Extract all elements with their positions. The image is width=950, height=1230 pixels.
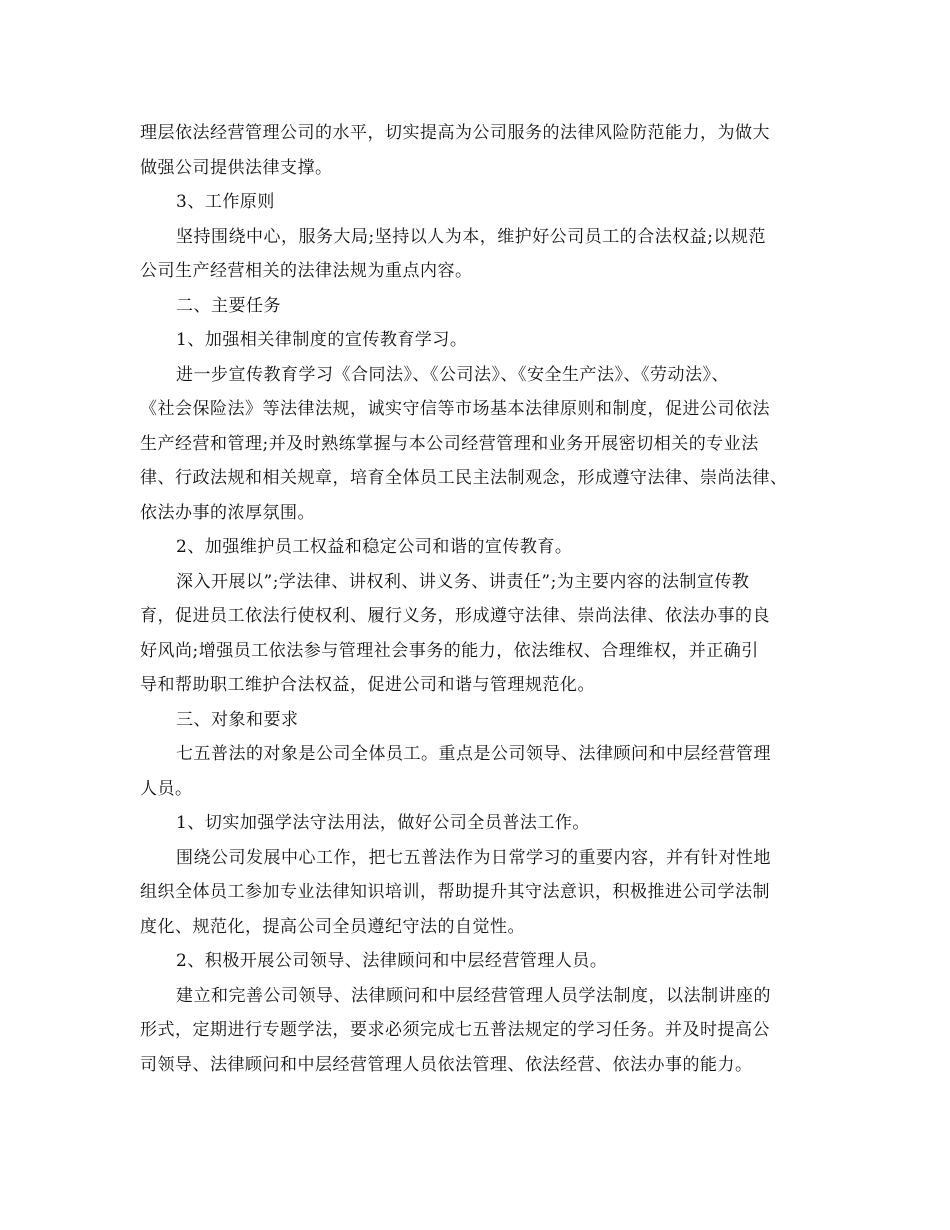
text-line: 建立和完善公司领导、法律顾问和中层经营管理人员学法制度，以法制讲座的: [176, 985, 771, 1006]
text-line: 围绕公司发展中心工作，把七五普法作为日常学习的重要内容，并有针对性地: [176, 847, 771, 868]
subheading-requirement-1: [140, 806, 820, 841]
text-line: 组织全体员工参加专业法律知识培训，帮助提升其守法意识，积极推进公司学法制: [140, 882, 770, 902]
text-line: 人员。: [140, 778, 193, 799]
paragraph-continuation: [140, 116, 820, 185]
section-heading-objects-requirements: [140, 703, 820, 738]
text-line: 生产经营和管理;并及时熟练掌握与本公司经营管理和业务开展密切相关的专业法: [140, 433, 759, 454]
document-body: [140, 116, 820, 1082]
subheading-task-1: [140, 323, 820, 358]
text-line: 依法办事的浓厚氛围。: [140, 502, 315, 523]
subheading-requirement-2: [140, 944, 820, 979]
paragraph-requirement-1: [140, 841, 820, 945]
text-line: 进一步宣传教育学习《合同法》、《公司法》、《安全生产法》、《劳动法》、: [176, 364, 729, 385]
text-line: 公司生产经营相关的法律法规为重点内容。: [140, 261, 473, 281]
paragraph-task-1: [140, 358, 820, 531]
text-line: 形式，定期进行专题学法，要求必须完成七五普法规定的学习任务。并及时提高公: [140, 1020, 770, 1040]
text-line: 做强公司提供法律支撑。: [140, 157, 333, 178]
section-heading-main-tasks: [140, 289, 820, 324]
text-line: 三、对象和要求: [176, 709, 299, 730]
text-line: 育，促进员工依法行使权利、履行义务，形成遵守法律、崇尚法律、依法办事的良: [140, 606, 770, 626]
paragraph-objects: [140, 737, 820, 806]
text-line: 律、行政法规和相关规章，培育全体员工民主法制观念，形成遵守法律、崇尚法律、: [140, 468, 788, 488]
text-line: 深入开展以”;学法律、讲权利、讲义务、讲责任”;为主要内容的法制宣传教: [176, 571, 750, 592]
text-line: 坚持围绕中心，服务大局;坚持以人为本，维护好公司员工的合法权益;以规范: [176, 226, 766, 247]
section-heading-work-principle: [140, 185, 820, 220]
text-line: 理层依法经营管理公司的水平，切实提高为公司服务的法律风险防范能力，为做大: [140, 123, 770, 143]
text-line: 1、加强相关律制度的宣传教育学习。: [176, 330, 468, 350]
text-line: 度化、规范化，提高公司全员遵纪守法的自觉性。: [140, 916, 525, 937]
text-line: 《社会保险法》等法律法规，诚实守信等市场基本法律原则和制度，促进公司依法: [140, 399, 770, 419]
text-line: 七五普法的对象是公司全体员工。重点是公司领导、法律顾问和中层经营管理: [176, 744, 771, 764]
text-line: 导和帮助职工维护合法权益，促进公司和谐与管理规范化。: [140, 675, 595, 695]
text-line: 3、工作原则: [176, 192, 275, 212]
paragraph-requirement-2: [140, 979, 820, 1083]
text-line: 1、切实加强学法守法用法，做好公司全员普法工作。: [176, 813, 590, 833]
subheading-task-2: [140, 530, 820, 565]
paragraph-principle: [140, 220, 820, 289]
text-line: 二、主要任务: [176, 295, 281, 316]
text-line: 司领导、法律顾问和中层经营管理人员依法管理、依法经营、依法办事的能力。: [140, 1054, 753, 1075]
text-line: 好风尚;增强员工依法参与管理社会事务的能力，依法维权、合理维权，并正确引: [140, 640, 759, 661]
text-line: 2、加强维护员工权益和稳定公司和谐的宣传教育。: [176, 537, 573, 557]
paragraph-task-2: [140, 565, 820, 703]
text-line: 2、积极开展公司领导、法律顾问和中层经营管理人员。: [176, 951, 608, 971]
